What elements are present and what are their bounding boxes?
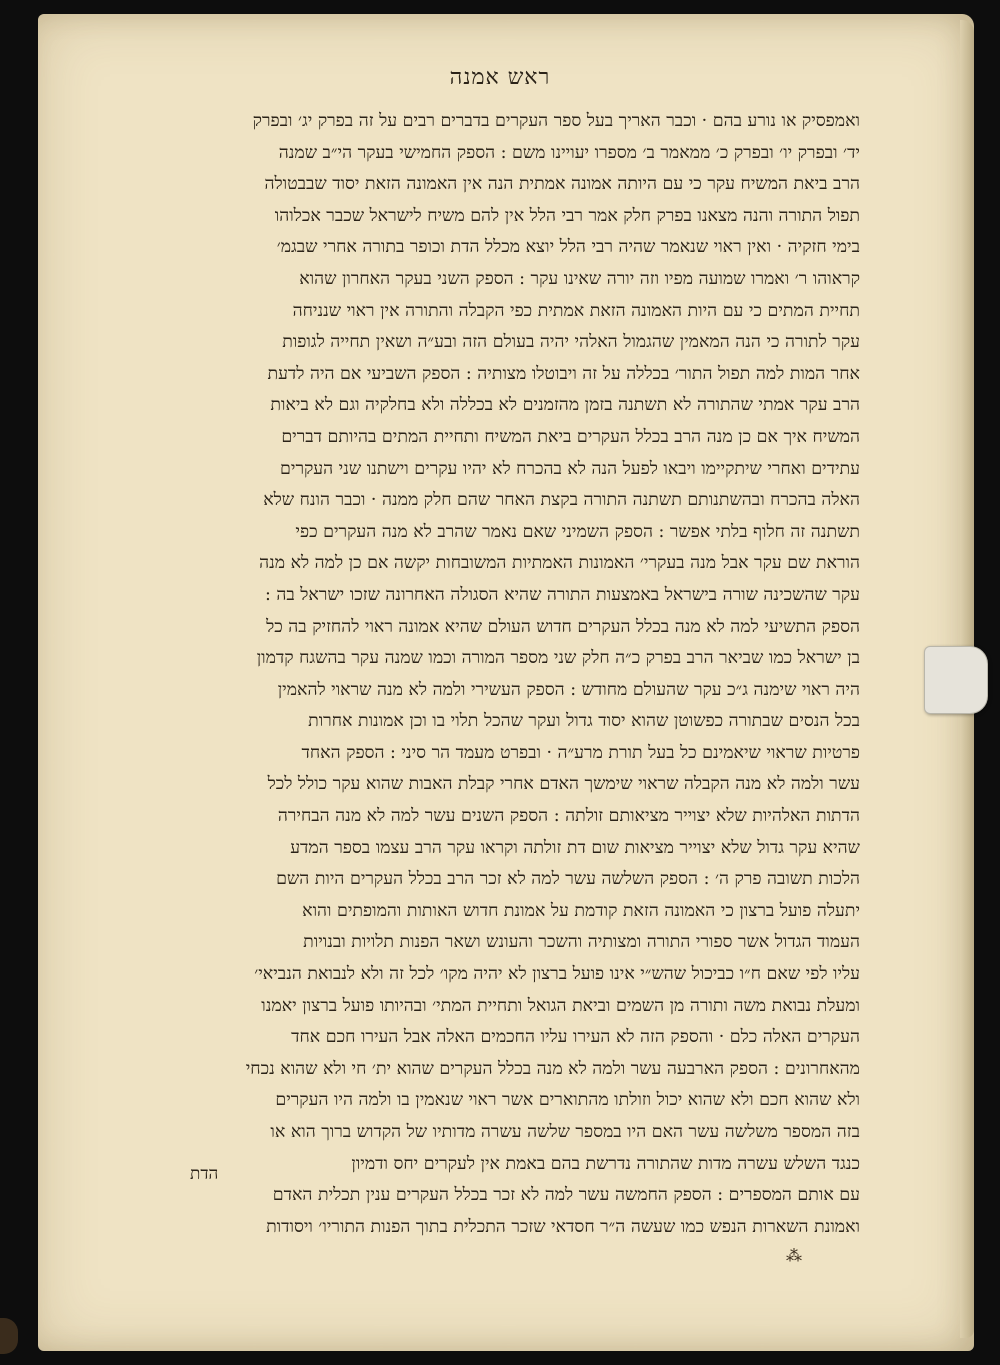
text-line: יד׳ ובפרק יו׳ ובפרק כ׳ ממאמר ב׳ מספרו יעויינו משם : הספק החמישי בעקר הי״ב שמנה [278, 142, 860, 163]
text-line: הלכות תשובה פרק ה׳ : הספק השלשה עשר למה לא זכר הרב בכלל העקרים היות השם [276, 869, 860, 890]
text-line: ומעלת נבואת משה ותורה מן השמים וביאת הגואל ותחיית המתי׳ ובהיותו פועל ברצון יאמנו [261, 995, 860, 1016]
running-head: ראש אמנה [449, 65, 551, 90]
text-line: בימי חזקיה · ואין ראוי שנאמר שהיה רבי הלל יוצא מכלל הדת וכופר בתורה אחרי שבגמ׳ [276, 237, 860, 258]
main-text-block [118, 106, 860, 1243]
text-line: הספק התשיעי למה לא מנה בכלל העקרים חדוש העולם שהיא אמונה ראוי להחזיק בה כל [266, 616, 860, 637]
text-line: תחיית המתים כי עם היות האמונה הזאת אמתית כפי הקבלה והתורה אין ראוי שנניחה [292, 300, 860, 321]
text-line: פרטיות שראוי שיאמינם כל בעל תורת מרע״ה · ובפרט מעמד הר סיני : הספק האחד [301, 742, 860, 763]
text-line: תשתנה זה חלוף בלתי אפשר : הספק השמיני שאם נאמר שהרב לא מנה העקרים כפי [295, 521, 860, 542]
text-line: תפול התורה והנה מצאנו בפרק חלק אמר רבי הלל אין להם משיח לישראל שכבר אכלוהו [274, 205, 860, 226]
text-line: מהאחרונים : הספק הארבעה עשר ולמה לא מנה בכלל העקרים שהוא ית׳ חי ולא שהוא נכחי [245, 1058, 860, 1079]
text-line: האלה בהכרח ובהשתנותם תשתנה התורה בקצת האחר שהם חלק ממנה · וכבר הונח שלא [263, 490, 860, 511]
text-line: הדתות האלהיות שלא יצוייר מציאותם זולתה : הספק השנים עשר למה לא מנה הבחירה [277, 806, 860, 827]
text-line: בזה המספר משלשה עשר האם היו במספר שלשה עשרה מדותיו של הקדוש ברוך הוא או [270, 1122, 860, 1142]
text-line: ואמפסיק או נורע בהם · וכבר האריך בעל ספר העקרים בדברים רבים על זה בפרק יג׳ ובפרק [252, 111, 860, 131]
ornament-mark: ⁂ [786, 1246, 802, 1265]
text-line: הרב ביאת המשיח עקר כי עם היותה אמונה אמתית הנה אין האמונה הזאת יסוד שבבטולה [264, 174, 860, 195]
text-line: עקר לתורה כי הנה המאמין שהגמול האלהי יהיה בעולם הזה ובע״ה ושאין תחייה לגופות [282, 332, 860, 353]
text-line: ולא שהוא חכם ולא שהוא יכול וזולתו מהתוארים אשר ראוי שנאמין בו ולמה היו העקרים [275, 1090, 860, 1111]
text-line: קראוהו ר׳ ואמרו שמועה מפיו וזה יורה שאינו עקר : הספק השני בעקר האחרון שהוא [299, 268, 860, 289]
page-tab-marker [924, 646, 988, 714]
binding-corner [0, 1318, 18, 1354]
text-line: בן ישראל כמו שביאר הרב בפרק כ״ה חלק שני מספר המורה וכמו שמנה עקר בהשגח קדמון [256, 648, 860, 669]
text-line: שהיא עקר גדול שלא יצוייר מציאות שום דת זולתה וקראו עקר הרב עצמו בספר המדע [290, 837, 860, 858]
text-line: עתידים ואחרי שיתקיימו ויבאו לפעל הנה לא בהכרח לא יהיו עקרים וישתנו שני העקרים [280, 458, 860, 479]
text-line: הוראת שם עקר אבל מנה בעקרי׳ האמונות האמתיות המשובחות יקשה אם כן למה לא מנה [259, 553, 860, 574]
text-line: כנגד השלש עשרה מדות שהתורה נדרשת בהם באמת אין לעקרים יחס ודמיון [351, 1153, 860, 1174]
text-line: עקר שהשכינה שורה בישראל באמצעות התורה שהיא הסגולה האחרונה שזכו ישראל בה : [264, 584, 860, 605]
text-line: אחר המות למה תפול התור׳ בכללה על זה ויבוטלו מצותיה : הספק השביעי אם היה לדעת [267, 363, 860, 384]
text-line: העקרים האלה כלם · והספק הזה לא העירו עליו החכמים האלה אבל העירו חכם אחד [291, 1027, 860, 1048]
text-line: עם אותם המספרים : הספק החמשה עשר למה לא זכר בכלל העקרים ענין תכלית האדם [272, 1185, 860, 1206]
text-line: המשיח איך אם כן מנה הרב בכלל העקרים ביאת המשיח ותחיית המתים בהיותם דברים [281, 426, 860, 447]
text-line: ואמונת השארות הנפש כמו שעשה ה״ר חסדאי שזכר התכלית בתוך הפנות התוריו׳ ויסודות [266, 1216, 860, 1237]
text-line: עליו לפי שאם ח״ו כביכול שהש״י אינו פועל ברצון לא יהיה מקו׳ לכל זה ולא לנבואת הנביאי׳ [254, 964, 860, 985]
text-line: העמוד הגדול אשר ספורי התורה ומצותיה והשכר והעונש ושאר הפנות תלויות ובנויות [303, 932, 860, 953]
text-line: יתעלה פועל ברצון כי האמונה הזאת קודמת על אמונת חדוש האותות והמופתים והוא [302, 900, 860, 921]
text-line: עשר ולמה לא מנה הקבלה שראוי שימשך האדם אחרי קבלת האבות שהוא עקר כולל לכל [267, 774, 860, 795]
text-line: היה ראוי שימנה ג״כ עקר שהעולם מחודש : הספק העשירי ולמה לא מנה שראוי להאמין [277, 679, 860, 700]
catchword: הדת [190, 1164, 219, 1184]
text-line: בכל הנסים שבתורה כפשוטן שהוא יסוד גדול ועקר שהכל תלוי בו וכן אמונות אחרות [308, 711, 860, 732]
text-line: הרב עקר אמתי שהתורה לא תשתנה בזמן מהזמנים לא בכללה ולא בחלקיה וגם לא ביאות [270, 395, 860, 416]
